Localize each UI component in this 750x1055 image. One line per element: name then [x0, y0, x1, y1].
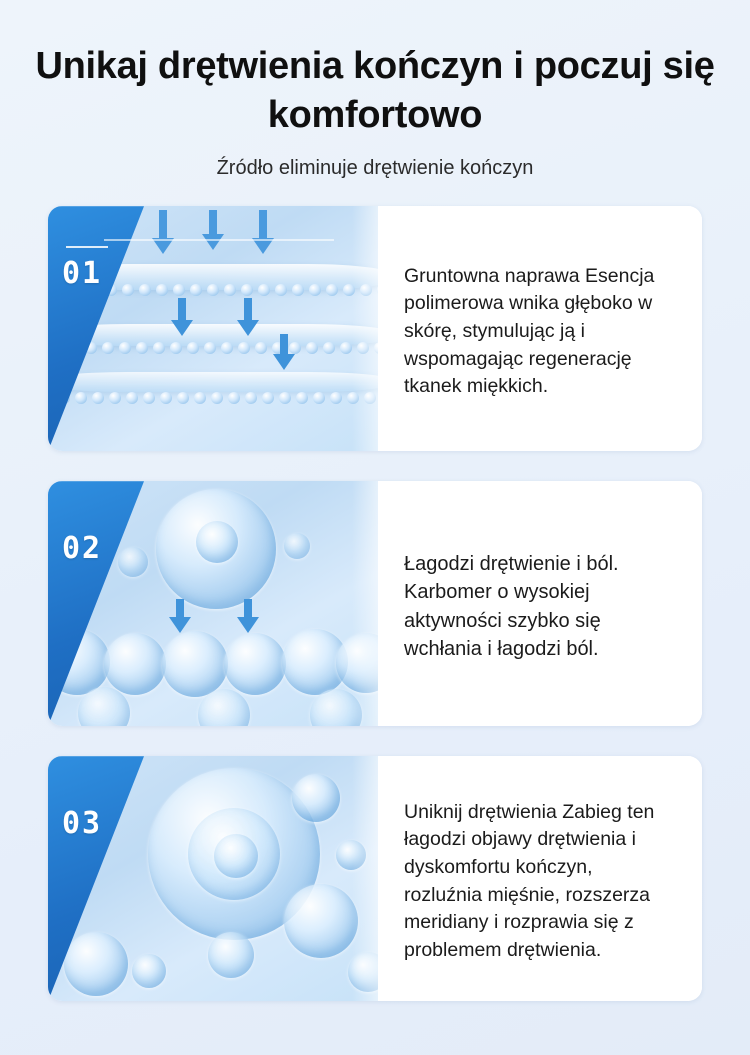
feature-illustration-1	[48, 206, 378, 451]
feature-card-list	[0, 206, 750, 1001]
feature-card	[48, 481, 702, 726]
card-description: Uniknij drętwienia Zabieg ten łagodzi objawy drętwienia i dyskomfortu kończyn, rozluźnia mięśnie, rozszerza meridiany i rozprawia się z problemem drętwienia.	[404, 800, 655, 962]
card-number-label: 02	[62, 531, 103, 567]
page-subtitle: Źródło eliminuje drętwienie kończyn	[216, 157, 534, 180]
card-description: Łagodzi drętwienie i ból. Karbomer o wysokiej aktywności szybko się wchłania i łagodzi ból.	[404, 552, 619, 661]
feature-illustration-3	[48, 756, 378, 1001]
card-number-label: 01	[62, 256, 103, 292]
page-header	[0, 0, 750, 180]
card-description: Gruntowna naprawa Esencja polimerowa wnika głęboko w skórę, stymulując ją i wspomagając regenerację tkanek miękkich.	[404, 264, 655, 398]
card-text-block	[378, 756, 702, 1001]
arrow-down-icon	[237, 617, 259, 633]
feature-card	[48, 756, 702, 1001]
feature-illustration-2	[48, 481, 378, 726]
feature-card	[48, 206, 702, 451]
arrow-down-icon	[171, 320, 193, 336]
page-title: Unikaj drętwienia kończyn i poczuj się komfortowo	[35, 45, 715, 136]
arrow-down-icon	[202, 234, 224, 250]
arrow-down-icon	[237, 320, 259, 336]
card-number-label: 03	[62, 806, 103, 842]
card-text-block	[378, 481, 702, 726]
arrow-down-icon	[169, 617, 191, 633]
card-text-block	[378, 206, 702, 451]
arrow-down-icon	[273, 354, 295, 370]
